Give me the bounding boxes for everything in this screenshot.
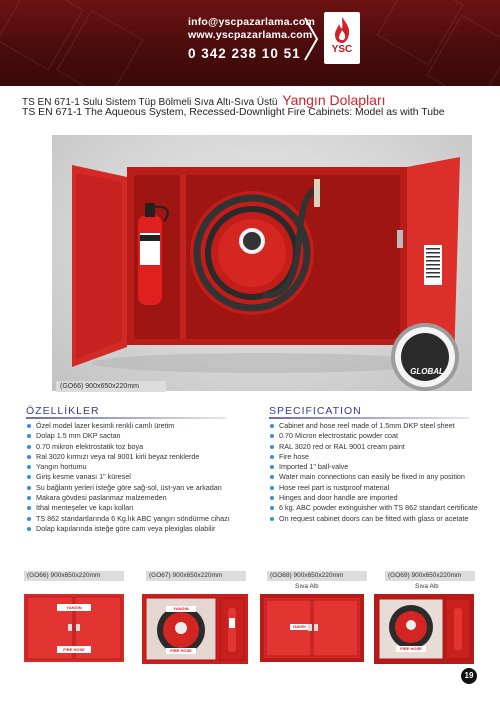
fire-cabinet-illustration (52, 135, 472, 391)
list-item: On request cabinet doors can be fitted with glass or acetate (269, 514, 478, 524)
flame-icon (332, 16, 352, 44)
heading-underline (269, 417, 469, 419)
list-item: 6 kg. ABC powder extinguisher with TS 862 standart certificate (269, 503, 478, 513)
email-text[interactable]: info@yscpazarlama.com (188, 16, 316, 28)
product-image-go68 (260, 594, 364, 667)
yangin-label: YANGIN (173, 606, 189, 611)
yangin-label: YANGIN (66, 605, 82, 610)
product-image-go69 (374, 594, 474, 669)
product-image-go67 (142, 594, 248, 669)
list-item: RAL 3020 red or RAL 9001 cream paint (269, 442, 478, 452)
features-heading-text: ÖZELLİKLER (26, 405, 100, 417)
product-subtitle-go68: Sıva Altı (295, 583, 319, 590)
list-item: Dolap 1.5 mm DKP sactan (26, 431, 230, 441)
website-text[interactable]: www.yscpazarlama.com (188, 29, 313, 41)
page-title-english: TS EN 671-1 The Aqueous System, Recessed-Downlight Fire Cabinets: Model as with Tube (22, 107, 445, 118)
product-subtitle-go69: Sıva Altı (415, 583, 439, 590)
specification-heading (269, 405, 362, 417)
list-item: Hose reel part is rustproof material (269, 483, 478, 493)
page-number: 19 (461, 668, 477, 684)
page-title-turkish (22, 92, 386, 108)
main-product-code: (GO66) 900x650x220mm (56, 381, 166, 392)
list-item: Imported 1" ball-valve (269, 462, 478, 472)
fire-hose-label: FIRE HOSE (170, 648, 192, 653)
yangin-label: YANGIN (292, 625, 306, 629)
contact-block (188, 16, 315, 62)
features-list (26, 421, 230, 534)
list-item: Su bağlantı yerleri isteğe göre sağ-sol, üst-yan ve arkadan (26, 483, 230, 493)
ysc-logo (324, 12, 360, 64)
title-tr-highlight: Yangın Dolapları (282, 92, 386, 108)
list-item: Ral 3020 kırmızı veya ral 9001 kirli beyaz renklerde (26, 452, 230, 462)
product-code-go69: (GO69) 900x650x220mm (385, 571, 475, 581)
features-heading (26, 405, 100, 417)
list-item: Water main connections can easily be fixed in any position (269, 472, 478, 482)
list-item: Fire hose (269, 452, 478, 462)
main-product-photo (52, 135, 472, 391)
list-item: TS 862 standartlarında 6 Kg.lık ABC yangın söndürme cihazı (26, 514, 230, 524)
list-item: Özel model lazer kesimli renkli camlı üretim (26, 421, 230, 431)
phone-text[interactable]: 0 342 238 10 51 (188, 46, 301, 61)
product-image-go66 (24, 594, 124, 667)
list-item: Dolap kapılarında isteğe göre cam veya plexiglas olabilir (26, 524, 230, 534)
list-item: İthal menteşeler ve kapı kolları (26, 503, 230, 513)
global-badge-label: GLOBAL (410, 367, 444, 376)
list-item: Yangın hortumu (26, 462, 230, 472)
list-item: 0.70 Micron electrostatic powder coat (269, 431, 478, 441)
specification-heading-text: SPECIFICATION (269, 405, 362, 417)
list-item: Giriş kesme vanası 1" küresel (26, 472, 230, 482)
list-item: Cabinet and hose reel made of 1.5mm DKP steel sheet (269, 421, 478, 431)
list-item: Hinges and door handle are imported (269, 493, 478, 503)
product-code-go66: (GO66) 900x650x220mm (24, 571, 124, 581)
product-code-go67: (GO67) 900x650x220mm (146, 571, 246, 581)
header-band (0, 0, 500, 86)
chevron-right-icon (302, 16, 320, 62)
list-item: Makara gövdesi paslanmaz malzemeden (26, 493, 230, 503)
product-code-go68: (GO68) 900x650x220mm (267, 571, 367, 581)
fire-hose-label: FIRE HOSE (63, 647, 85, 652)
list-item: 0.70 mikron elektrostatik toz boya (26, 442, 230, 452)
fire-hose-label: FIRE HOSE (400, 646, 422, 651)
heading-underline (26, 417, 226, 419)
logo-label: YSC (331, 44, 353, 55)
title-tr-prefix: TS EN 671-1 Sulu Sistem Tüp Bölmeli Sıva Altı-Sıva Üstü (22, 97, 278, 108)
specification-list (269, 421, 478, 524)
